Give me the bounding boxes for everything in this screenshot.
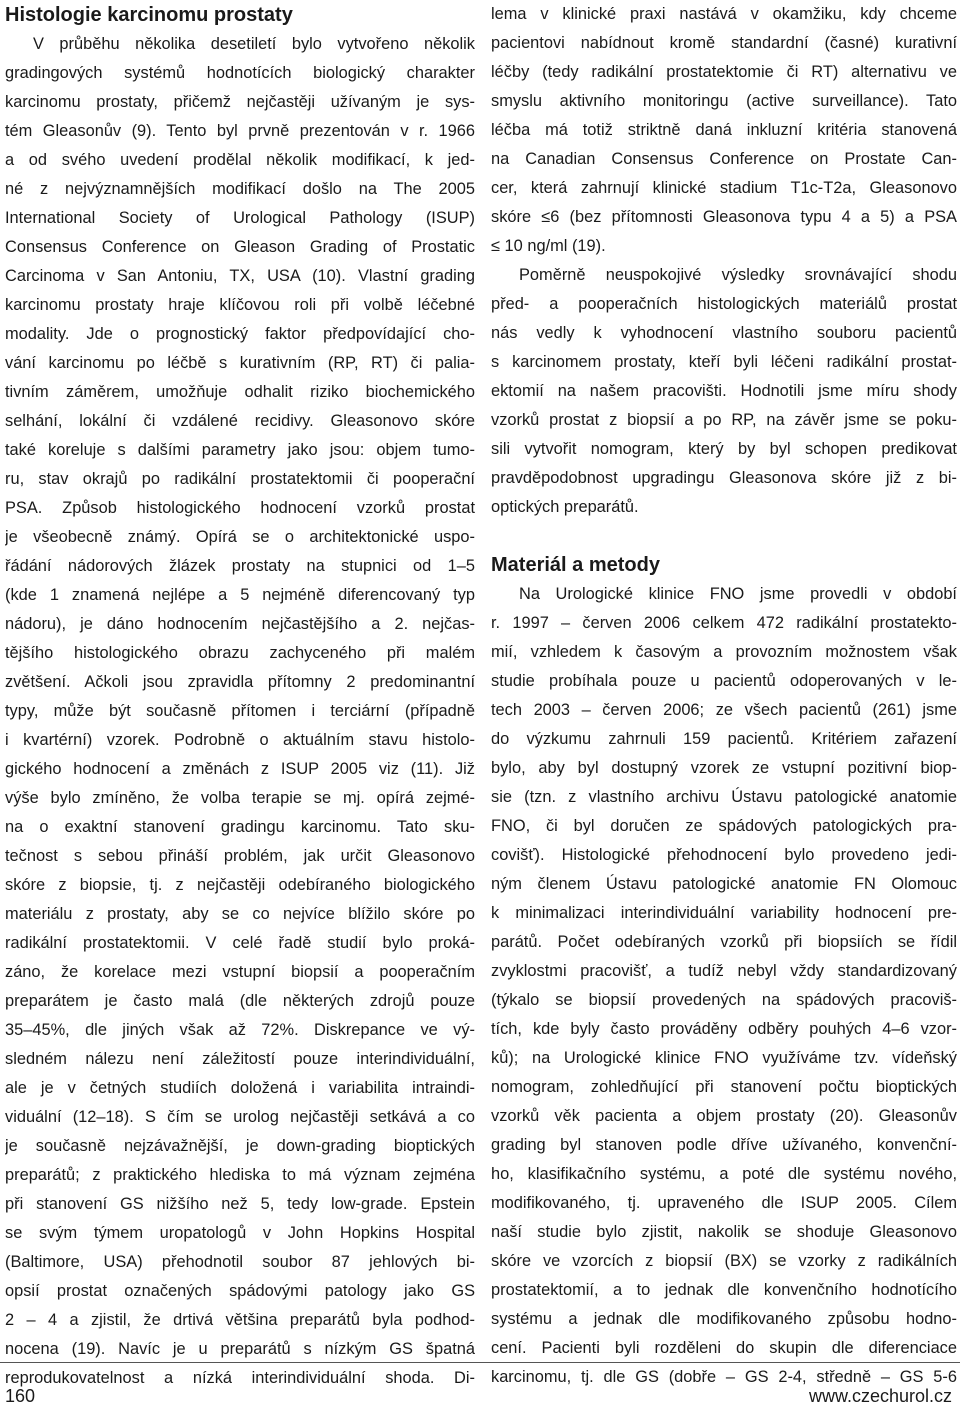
text-line: ným členem Ústavu patologické anatomie FN Olomouc [491, 875, 957, 893]
text-line: (kde 1 znamená nejlépe a 5 nejméně diferencovaný typ [5, 586, 475, 604]
text-line: také koreluje s dalšími parametry jako jsou: objem tumo- [5, 441, 475, 459]
text-line: vzorků prostat z biopsií a po RP, na závěr jsme se poku- [491, 411, 957, 429]
text-line: záno, že korelace mezi vstupní biopsií a pooperačním [5, 963, 475, 981]
text-line: ≤ 10 ng/ml (19). [491, 237, 606, 255]
text-line: (Baltimore, USA) přehodnotil soubor 87 jehlových bi- [5, 1253, 475, 1271]
text-line: studie probíhala pouze u pacientů odoperovaných v le- [491, 672, 957, 690]
text-line: sledném nálezu není záležitostí pouze interindividuální, [5, 1050, 475, 1068]
text-line: smyslu aktivního monitoringu (active surveillance). Tato [491, 92, 957, 110]
text-line: gradingových systémů hodnotících biologický charakter [5, 64, 475, 82]
text-line: ru, stav okrajů po radikální prostatektomii či pooperační [5, 470, 475, 488]
text-line: vzorků věk pacienta a objem prostaty (20). Gleasonův [491, 1107, 957, 1125]
page-number: 160 [5, 1386, 36, 1406]
text-line: Consensus Conference on Gleason Grading of Prostatic [5, 238, 475, 256]
text-line: né z nejvýznamnějších modifikací došlo na The 2005 [5, 180, 475, 198]
text-line: pravděpodobnost upgradingu Gleasonova skóre již z bi- [491, 469, 957, 487]
text-line: zvyklostmi pracovišť, a tudíž nebyl vždy standardizovaný [491, 962, 957, 980]
text-line: na Canadian Consensus Conference on Prostate Can- [491, 150, 957, 168]
text-line: a od svého uvedení prodělal několik modifikací, k jed- [5, 151, 475, 169]
text-line: se svým týmem uropatologů v John Hopkins Hospital [5, 1224, 475, 1242]
text-line: r. 1997 – červen 2006 celkem 472 radikální prostatekto- [491, 614, 957, 632]
section-heading-histology: Histologie karcinomu prostaty [5, 4, 293, 26]
text-line: při stanovení GS nižšího než 5, tedy low-grade. Epstein [5, 1195, 475, 1213]
text-line: pacientovi nabídnout kromě standardní (časné) kurativní [491, 34, 957, 52]
text-line: cení. Pacienti byli rozděleni do skupin dle diferenciace [491, 1339, 957, 1357]
text-line: skóre z biopsie, tj. z nejčastěji odebíraného biologického [5, 876, 475, 894]
text-line: parátů. Počet odebíraných vzorků při biopsiích se řídil [491, 933, 957, 951]
text-line: sie (tzn. z vlastního archivu Ústavu patologické anatomie [491, 788, 957, 806]
text-line: 2 – 4 a zjistil, že drtivá většina preparátů byla podhod- [5, 1311, 475, 1329]
text-line: zvětšení. Ačkoli jsou zpravidla přítomny 2 predominantní [5, 673, 475, 691]
text-line: V průběhu několika desetiletí bylo vytvořeno několik [33, 35, 475, 53]
text-line: grading byl stanoven podle dříve užívaného, konvenční- [491, 1136, 957, 1154]
text-line: modifikovaného, tj. upraveného dle ISUP 2005. Cílem [491, 1194, 957, 1212]
text-line: FNO, či byl doručen ze spádových patologických pra- [491, 817, 957, 835]
text-line: reprodukovatelnost a nízká interindividuální shoda. Di- [5, 1369, 475, 1387]
text-line: materiálu z prostaty, aby se co nejvíce blížilo skóre po [5, 905, 475, 923]
left-column-body [5, 30, 475, 1393]
text-line: viduální (12–18). S čím se urolog nejčastěji setkává a co [5, 1108, 475, 1126]
text-line: optických preparátů. [491, 498, 639, 516]
text-line: ků); na Urologické klinice FNO využíváme tzv. vídeňský [491, 1049, 957, 1067]
text-line: preparátem je často malá (dle některých zdrojů pouze [5, 992, 475, 1010]
text-line: prostatektomií, a to jednak dle konvenčního hodnotícího [491, 1281, 957, 1299]
text-line: i kvartérní) vzorek. Podrobně o aktuálním stavu histolo- [5, 731, 475, 749]
footer-divider [0, 1362, 960, 1363]
text-line: karcinomu prostaty hraje klíčovou roli při volbě léčebné [5, 296, 475, 314]
left-column [5, 0, 475, 1393]
text-line: je všeobecně známý. Opírá se o architektonické uspo- [5, 528, 475, 546]
text-line: 35–45%, dle jiných však až 72%. Diskrepance ve vý- [5, 1021, 475, 1039]
text-line: modality. Jde o prognostický faktor předpovídající cho- [5, 325, 475, 343]
text-line: systému a jednak dle modifikovaného způsobu hodno- [491, 1310, 957, 1328]
text-line: s karcinomem prostaty, kteří byli léčeni radikální prostat- [491, 353, 957, 371]
text-line: výše bylo zmíněno, že volba terapie se mj. opírá zejmé- [5, 789, 475, 807]
text-line: karcinomu prostaty, přičemž nejčastěji užívaným je sys- [5, 93, 475, 111]
text-line: do výzkumu zahrnuli 159 pacientů. Kritériem zařazení [491, 730, 957, 748]
text-line: řádání nádorových žlázek prostaty na stupnici od 1–5 [5, 557, 475, 575]
text-line: léčby (tedy radikální prostatektomie či RT) alternativu ve [491, 63, 957, 81]
section-spacer [491, 522, 957, 551]
paragraph-methods [491, 580, 957, 1392]
text-line: selhání, lokální či vzdálené recidivy. Gleasonovo skóre [5, 412, 475, 430]
text-line: je současně nejzávažnější, je down-grading bioptických [5, 1137, 475, 1155]
text-line: Na Urologické klinice FNO jsme provedli v období [519, 585, 957, 603]
text-line: skóre ≤6 (bez přítomnosti Gleasonova typu 4 a 5) a PSA [491, 208, 957, 226]
text-line: lema v klinické praxi nastává v okamžiku, kdy chceme [491, 5, 957, 23]
text-line: tečnost s sebou přináší problém, jak určit Gleasonovo [5, 847, 475, 865]
text-line: PSA. Způsob histologického hodnocení vzorků prostat [5, 499, 475, 517]
text-line: sili vytvořit nomogram, který by byl schopen predikovat [491, 440, 957, 458]
text-line: nádoru), je dáno hodnocením nejčastějšího a 2. nejčas- [5, 615, 475, 633]
paragraph-motivation [491, 261, 957, 522]
text-line: tích, kde byly často prováděny odběry pouhých 4–6 vzor- [491, 1020, 957, 1038]
text-line: na o exaktní stanovení gradingu karcinomu. Tato sku- [5, 818, 475, 836]
text-line: tějšího histologického obrazu zachyceného při malém [5, 644, 475, 662]
text-line: radikální prostatektomii. V celé řadě studií bylo proká- [5, 934, 475, 952]
text-line: ale je v četných studiích doložená i variabilita intraindi- [5, 1079, 475, 1097]
journal-website[interactable]: www.czechurol.cz [808, 1386, 952, 1406]
text-line: (týkalo se biopsií provedených na spádových pracoviš- [491, 991, 957, 1009]
text-line: bylo, aby byl dostupný vzorek ze vstupní pozitivní biop- [491, 759, 957, 777]
text-line: preparátů; z praktického hlediska to má význam zejména [5, 1166, 475, 1184]
text-line: k minimalizaci interindividuální variability hodnocení pre- [491, 904, 957, 922]
text-line: Carcinoma v San Antoniu, TX, USA (10). Vlastní grading [5, 267, 475, 285]
text-line: International Society of Urological Pathology (ISUP) [5, 209, 475, 227]
text-line: tivním záměrem, umožňuje odhalit riziko biochemického [5, 383, 475, 401]
text-line: nás vedly k vyhodnocení vlastního souboru pacientů [491, 324, 957, 342]
text-line: Poměrně neuspokojivé výsledky srovnávající shodu [519, 266, 957, 284]
text-line: skóre ve vzorcích z biopsií (BX) se vzorky z radikálních [491, 1252, 957, 1270]
text-line: karcinomu, tj. dle GS (dobře – GS 2-4, středně – GS 5-6 [491, 1368, 957, 1386]
section-heading-methods: Materiál a metody [491, 554, 660, 576]
text-line: léčba má totiž striktně daná inkluzní kritéria stanovená [491, 121, 957, 139]
text-line: typy, může být současně přítomen i terciární (případně [5, 702, 475, 720]
right-column [491, 0, 957, 1392]
text-line: mií, vzhledem k časovým a provozním možnostem však [491, 643, 957, 661]
text-line: ektomií na našem pracovišti. Hodnotili jsme míru shody [491, 382, 957, 400]
text-line: nocena (19). Navíc je u preparátů s nízkým GS špatná [5, 1340, 475, 1358]
text-line: tém Gleasonův (9). Tento byl prvně prezentován v r. 1966 [5, 122, 475, 140]
text-line: vání karcinomu po léčbě s kurativním (RP, RT) či palia- [5, 354, 475, 372]
text-line: nomogram, zohledňující při stanovení počtu bioptických [491, 1078, 957, 1096]
text-line: covišť). Histologické přehodnocení bylo provedeno jedi- [491, 846, 957, 864]
text-line: ho, klasifikačního systému, a poté dle systému nového, [491, 1165, 957, 1183]
text-line: cer, která zahrnují klinické stadium T1c-T2a, Gleasonovo [491, 179, 957, 197]
text-line: tech 2003 – červen 2006; ze všech pacientů (261) jsme [491, 701, 957, 719]
text-line: před- a pooperačních histologických materiálů prostat [491, 295, 957, 313]
text-line: naší studie bylo zjistit, nakolik se shoduje Gleasonovo [491, 1223, 957, 1241]
paragraph-dilemma [491, 0, 957, 261]
text-line: gického hodnocení a změnách z ISUP 2005 viz (11). Již [5, 760, 475, 778]
text-line: opsií prostat označených spádovými patology jako GS [5, 1282, 475, 1300]
